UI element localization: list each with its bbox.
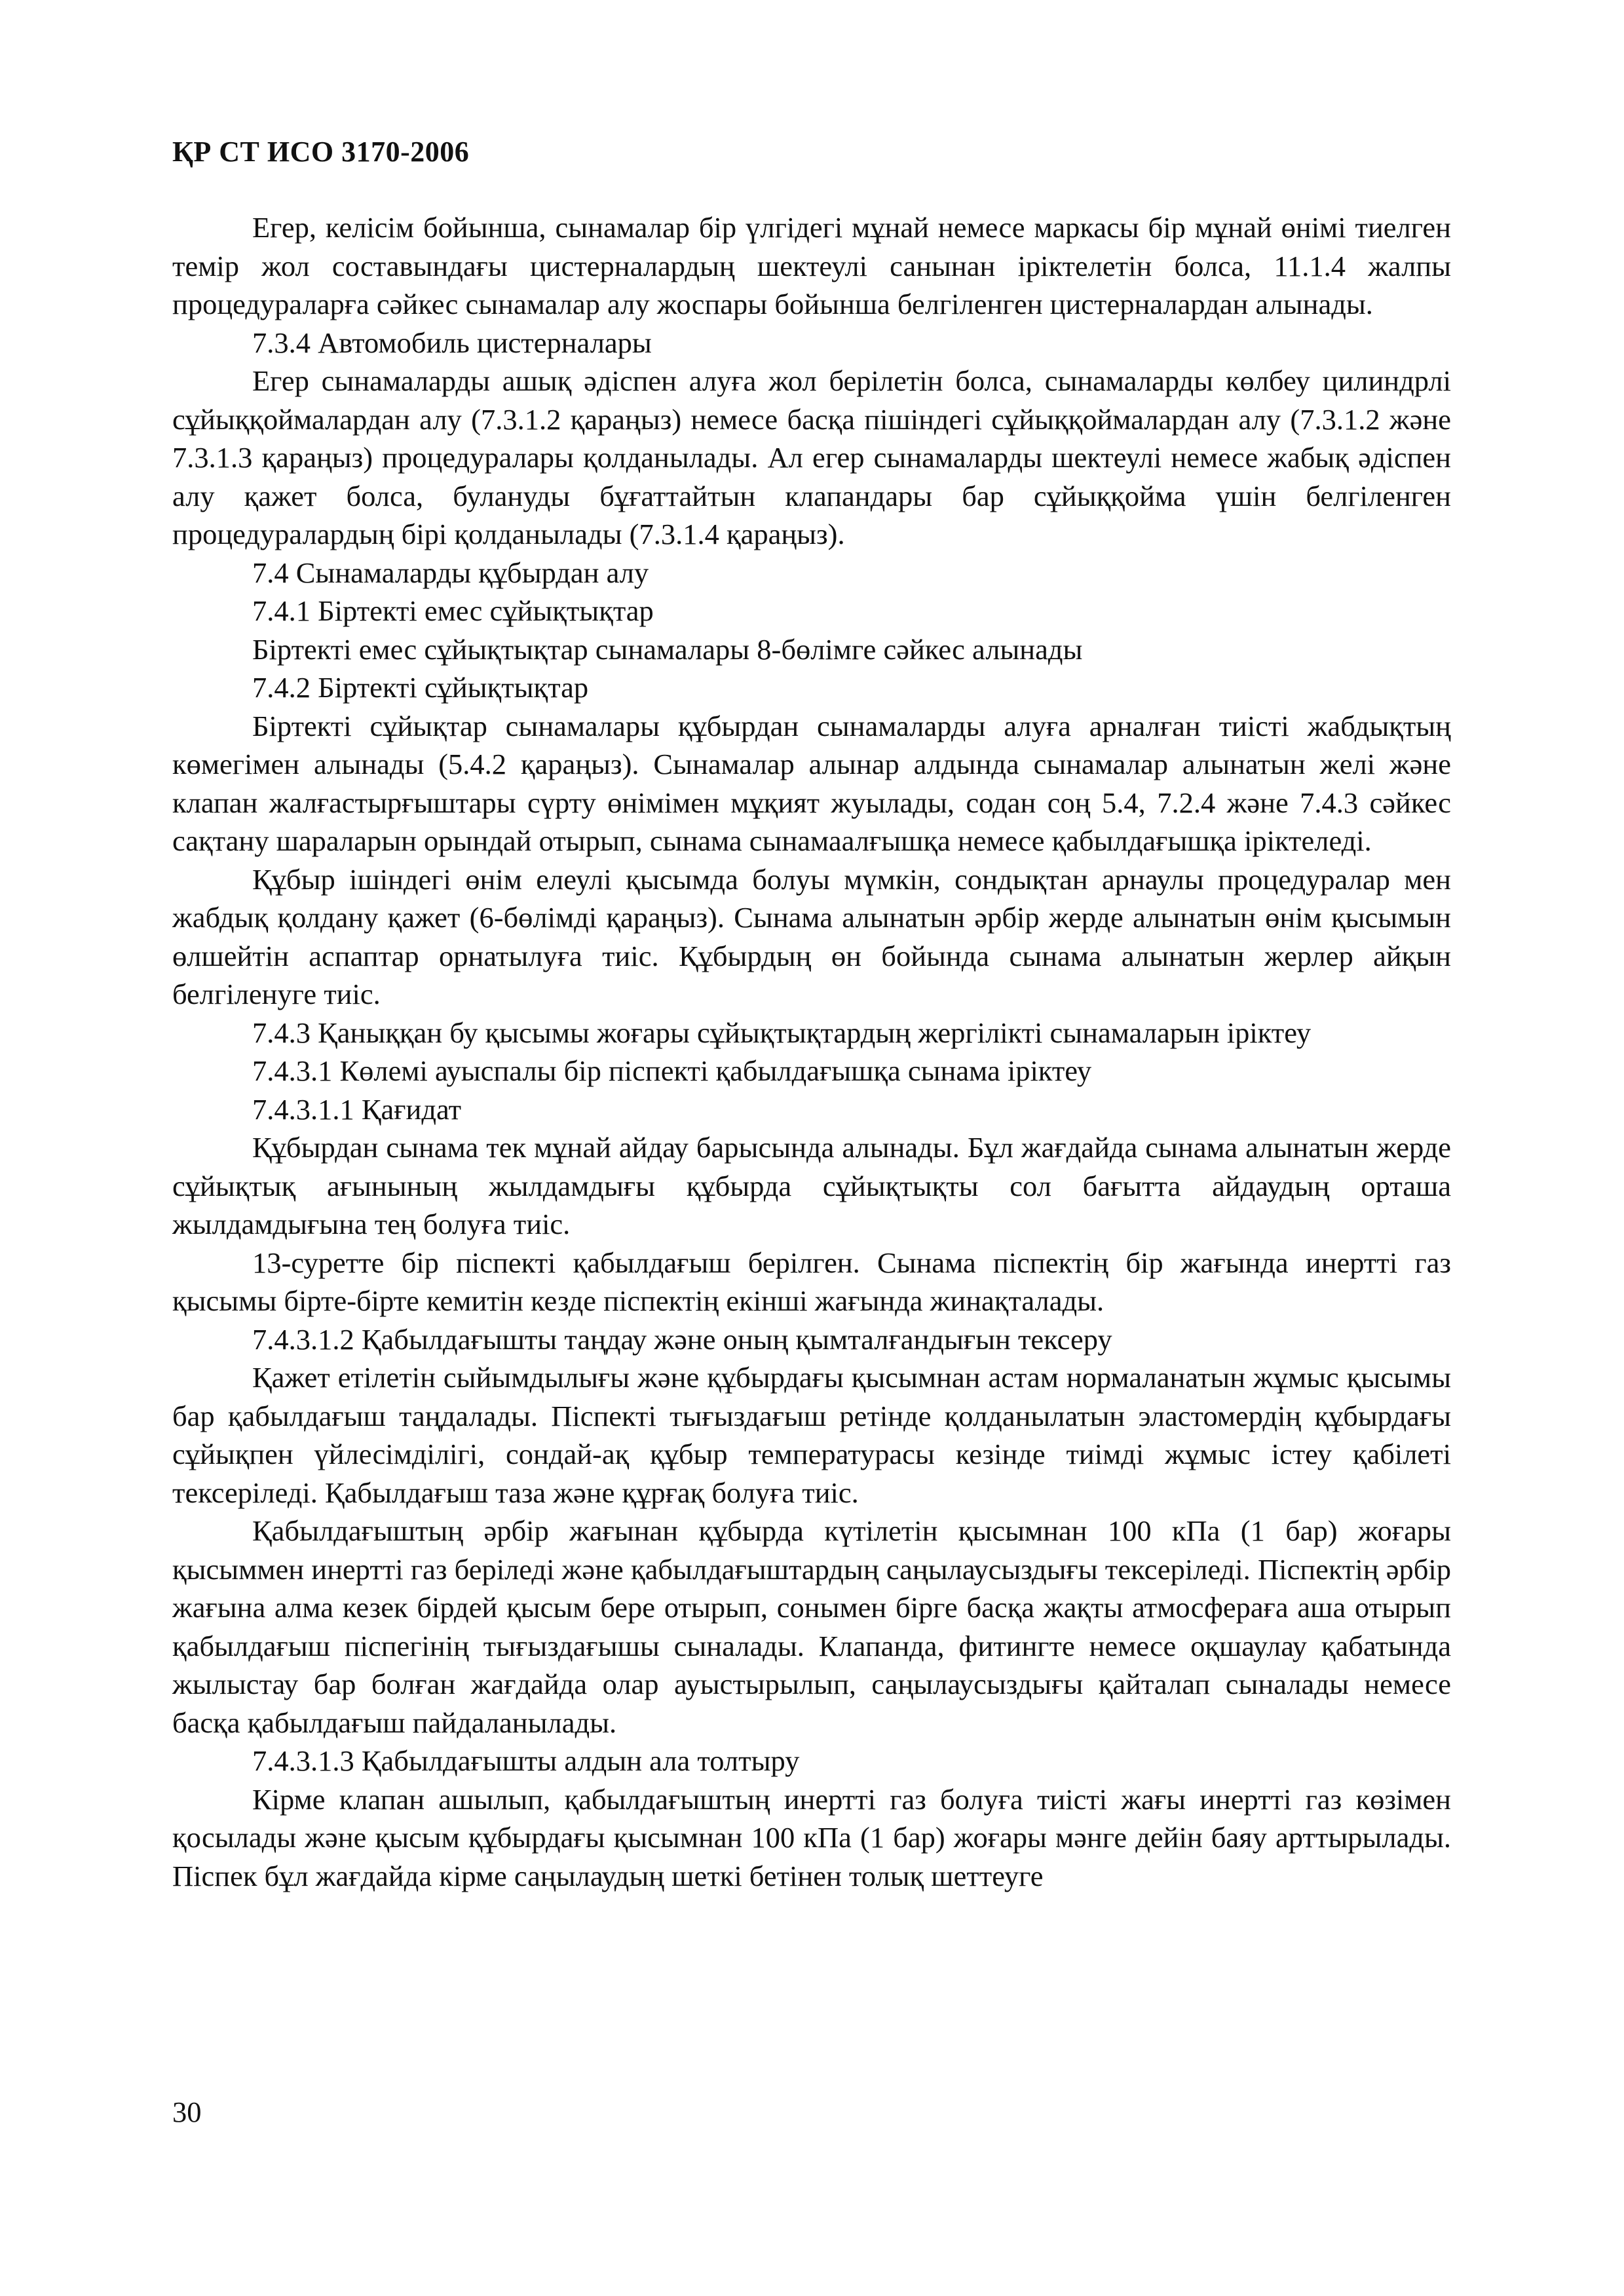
section-heading: 7.4.3.1.2 Қабылдағышты таңдау және оның қымталғандығын тексеру bbox=[252, 1322, 1112, 1356]
page-number: 30 bbox=[172, 2095, 202, 2128]
section-heading: 7.4.3.1 Көлемі ауыспалы бір піспекті қабылдағышқа сынама іріктеу bbox=[252, 1054, 1092, 1087]
document-body bbox=[172, 208, 1451, 1895]
paragraph: Егер, келісім бойынша, сынамалар бір үлгідегі мұнай немесе маркасы бір мұнай өнімі тиелген темір жол составындағы цистерналардың шектеулі санынан іріктелетін болса, 11.1.4 жалпы процедураларға сәйкес сынамалар алу жоспары бойынша белгіленген цистерналардан алынады. bbox=[172, 211, 1451, 320]
paragraph: Біртекті емес сұйықтықтар сынамалары 8-бөлімге сәйкес алынады bbox=[252, 632, 1083, 666]
paragraph: Егер сынамаларды ашық әдіспен алуға жол берілетін болса, сынамаларды көлбеу цилиндрлі сұйыққоймалардан алу (7.3.1.2 қараңыз) немесе басқа пішіндегі сұйыққоймалардан алу (7.3.1.2 және 7.3.1.3 қараңыз) процедуралары қолданылады. Ал егер сынамаларды шектеулі немесе жабық әдіспен алу қажет болса, булануды бұғаттайтын клапандары бар сұйыққойма үшін белгіленген процедуралардың бірі қолданылады (7.3.1.4 қараңыз). bbox=[172, 364, 1451, 550]
document-code-header: ҚР СТ ИСО 3170-2006 bbox=[172, 136, 470, 168]
section-heading: 7.4 Сынамаларды құбырдан алу bbox=[252, 556, 649, 589]
paragraph: Қажет етілетін сыйымдылығы және құбырдағы қысымнан астам нормаланатын жұмыс қысымы бар қабылдағыш таңдалады. Піспекті тығыздағыш ретінде қолданылатын эластомердің құбырдағы сұйықпен үйлесімділігі, сондай-ақ құбыр температурасы кезінде тиімді жұмыс істеу қабілеті тексеріледі. Қабылдағыш таза және құрғақ болуға тиіс. bbox=[172, 1361, 1451, 1509]
paragraph: 13-суретте бір піспекті қабылдағыш берілген. Сынама піспектің бір жағында инертті газ қысымы бірте-бірте кемитін кезде піспектің екінші жағында жинақталады. bbox=[172, 1246, 1451, 1317]
paragraph: Құбырдан сынама тек мұнай айдау барысында алынады. Бұл жағдайда сынама алынатын жерде сұйықтық ағынының жылдамдығы құбырда сұйықтықты сол бағытта айдаудың орташа жылдамдығына тең болуға тиіс. bbox=[172, 1131, 1451, 1240]
section-heading: 7.4.1 Біртекті емес сұйықтықтар bbox=[252, 594, 654, 627]
section-heading: 7.4.3.1.3 Қабылдағышты алдын ала толтыру bbox=[252, 1744, 800, 1777]
section-heading: 7.4.3 Қаныққан бу қысымы жоғары сұйықтықтардың жергілікті сынамаларын іріктеу bbox=[252, 1016, 1312, 1049]
paragraph: Біртекті сұйықтар сынамалары құбырдан сынамаларды алуға арналған тиісті жабдықтың көмегімен алынады (5.4.2 қараңыз). Сынамалар алынар алдында сынамалар алынатын желі және клапан жалғастырғыштары сүрту өнімімен мұқият жуылады, содан соң 5.4, 7.2.4 және 7.4.3 сәйкес сақтану шараларын орындай отырып, сынама сынамаалғышқа немесе қабылдағышқа іріктеледі. bbox=[172, 709, 1451, 857]
paragraph: Кірме клапан ашылып, қабылдағыштың инертті газ болуға тиісті жағы инертті газ көзімен қосылады және қысым құбырдағы қысымнан 100 кПа (1 бар) жоғары мәнге дейін баяу арттырылады. Піспек бұл жағдайда кірме саңылаудың шеткі бетінен толық шеттеуге bbox=[172, 1782, 1451, 1892]
section-heading: 7.3.4 Автомобиль цистерналары bbox=[252, 326, 652, 359]
section-heading: 7.4.2 Біртекті сұйықтықтар bbox=[252, 671, 589, 704]
section-heading: 7.4.3.1.1 Қағидат bbox=[252, 1092, 462, 1126]
paragraph: Құбыр ішіндегі өнім елеулі қысымда болуы мүмкін, сондықтан арнаулы процедуралар мен жабдық қолдану қажет (6-бөлімді қараңыз). Сынама алынатын әрбір жерде алынатын өнім қысымын өлшейтін аспаптар орнатылуға тиіс. Құбырдың өн бойында сынама алынатын жерлер айқын белгіленуге тиіс. bbox=[172, 862, 1451, 1010]
paragraph: Қабылдағыштың әрбір жағынан құбырда күтілетін қысымнан 100 кПа (1 бар) жоғары қысыммен инертті газ беріледі және қабылдағыштардың саңылаусыздығы тексеріледі. Піспектің әрбір жағына алма кезек бірдей қысым бере отырып, сонымен бірге басқа жақты атмосфераға аша отырып қабылдағыш піспегінің тығыздағышы сыналады. Клапанда, фитингте немесе оқшаулау қабатында жылыстау бар болған жағдайда олар ауыстырылып, саңылаусыздығы қайталап сыналады немесе басқа қабылдағыш пайдаланылады. bbox=[172, 1514, 1451, 1739]
